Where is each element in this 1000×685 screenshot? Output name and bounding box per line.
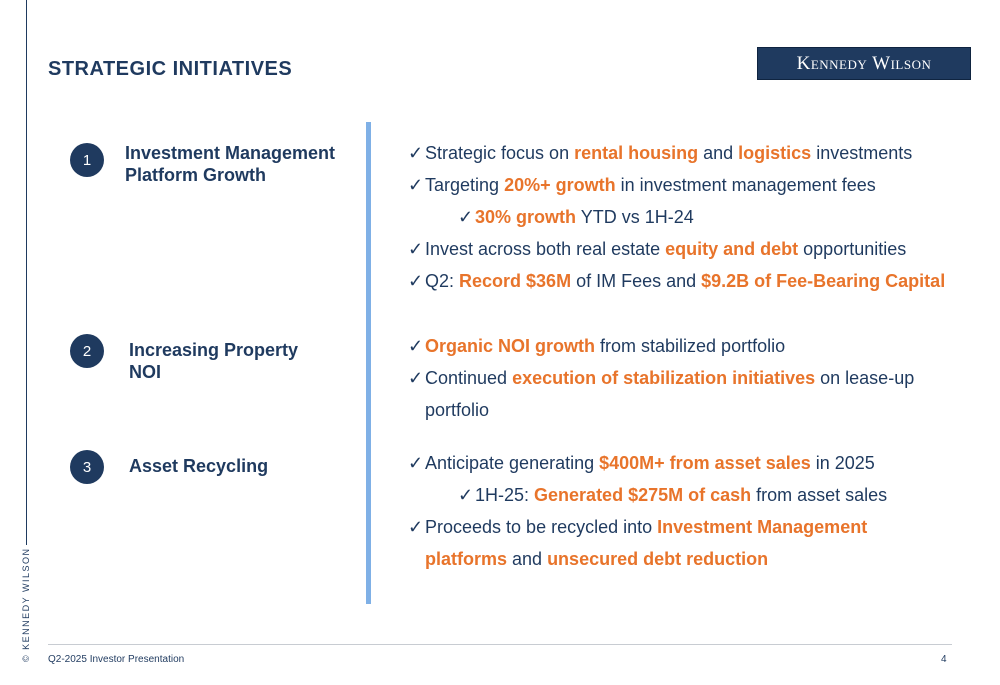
initiative-number-3: 3 [70,450,104,484]
checkmark-icon: ✓ [408,239,424,259]
checkmark-icon: ✓ [408,143,424,163]
bullet-line: ✓ Targeting 20%+ growth in investment management fees [408,169,945,201]
sub-bullet-line: ✓ 1H-25: Generated $275M of cash from asset sales [408,479,887,511]
initiative-label-1: Investment Management Platform Growth [125,143,336,185]
bullet-continuation-line: platforms and unsecured debt reduction [425,549,769,569]
page-number: 4 [941,654,947,665]
copyright-side-text: © KENNEDY WILSON [21,547,31,662]
bullet-continuation-line: portfolio [425,400,490,420]
checkmark-icon: ✓ [458,485,474,505]
checkmark-icon: ✓ [408,453,424,473]
initiative-2-bullets [408,330,914,426]
bullet-line: ✓ Continued execution of stabilization initiatives on lease-up [408,362,914,394]
bullet-line: ✓ Anticipate generating $400M+ from asset sales in 2025 [408,447,887,479]
checkmark-icon: ✓ [408,517,424,537]
initiative-1-bullets [408,137,945,297]
left-vertical-rule [26,0,27,545]
bullet-line: ✓ Strategic focus on rental housing and logistics investments [408,137,945,169]
kennedy-wilson-logo: Kennedy Wilson [757,47,971,80]
checkmark-icon: ✓ [408,271,424,291]
checkmark-icon: ✓ [408,336,424,356]
checkmark-icon: ✓ [408,175,424,195]
bullet-line: ✓ Invest across both real estate equity and debt opportunities [408,233,945,265]
bullet-line: ✓ Q2: Record $36M of IM Fees and $9.2B of Fee-Bearing Capital [408,265,945,297]
checkmark-icon: ✓ [408,368,424,388]
initiative-label-3: Asset Recycling [129,456,269,476]
bullet-line: ✓ Organic NOI growth from stabilized portfolio [408,330,914,362]
initiative-number-2: 2 [70,334,104,368]
footer-rule [48,644,952,645]
page-title: STRATEGIC INITIATIVES [48,58,293,80]
checkmark-icon: ✓ [458,207,474,227]
bullet-line: ✓ Proceeds to be recycled into Investment Management [408,511,887,543]
footer-text: Q2-2025 Investor Presentation [48,654,185,665]
section-divider-bar [366,122,371,604]
sub-bullet-line: ✓ 30% growth YTD vs 1H-24 [408,201,945,233]
initiative-number-1: 1 [70,143,104,177]
initiative-3-bullets [408,447,887,575]
initiative-label-2: Increasing Property NOI [129,340,299,382]
